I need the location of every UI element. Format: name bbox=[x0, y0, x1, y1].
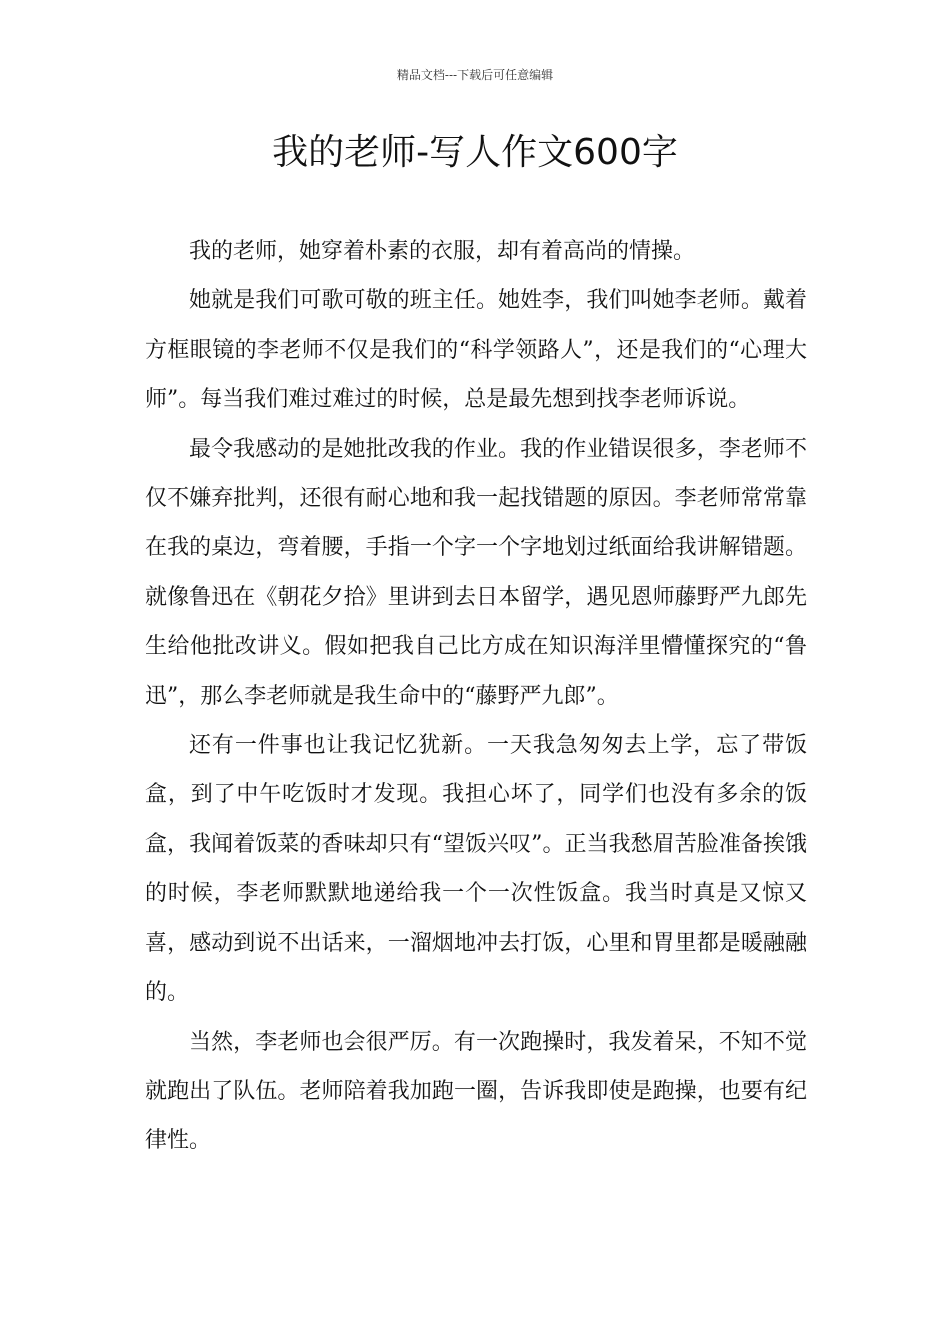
document-title: 我的老师-写人作文600字 bbox=[272, 132, 678, 173]
paragraph: 她就是我们可歌可敬的班主任。她姓李，我们叫她李老师。戴着方框眼镜的李老师不仅是我们的“科学领路人”，还是我们的“心理大师”。每当我们难过难过的时候，总是最先想到找李老师诉说。 bbox=[145, 288, 807, 413]
paragraph: 最令我感动的是她批改我的作业。我的作业错误很多，李老师不仅不嫌弃批判，还很有耐心地和我一起找错题的原因。李老师常常靠在我的桌边，弯着腰，手指一个字一个字地划过纸面给我讲解错题。就像鲁迅在《朝花夕拾》里讲到去日本留学，遇见恩师藤野严九郎先生给他批改讲义。假如把我自己比方成在知识海洋里懵懂探究的“鲁迅”，那么李老师就是我生命中的“藤野严九郎”。 bbox=[145, 436, 807, 709]
header-note: 精品文档---下载后可任意编辑 bbox=[396, 68, 554, 82]
paragraph: 当然，李老师也会很严厉。有一次跑操时，我发着呆，不知不觉就跑出了队伍。老师陪着我加跑一圈，告诉我即使是跑操，也要有纪律性。 bbox=[145, 1029, 807, 1154]
document-body bbox=[145, 227, 807, 1166]
paragraph: 我的老师，她穿着朴素的衣服，却有着高尚的情操。 bbox=[189, 239, 696, 264]
paragraph: 还有一件事也让我记忆犹新。一天我急匆匆去上学，忘了带饭盒，到了中午吃饭时才发现。我担心坏了，同学们也没有多余的饭盒，我闻着饭菜的香味却只有“望饭兴叹”。正当我愁眉苦脸准备挨饿的时候，李老师默默地递给我一个一次性饭盒。我当时真是又惊又喜，感动到说不出话来，一溜烟地冲去打饭，心里和胃里都是暖融融的。 bbox=[145, 733, 807, 1006]
